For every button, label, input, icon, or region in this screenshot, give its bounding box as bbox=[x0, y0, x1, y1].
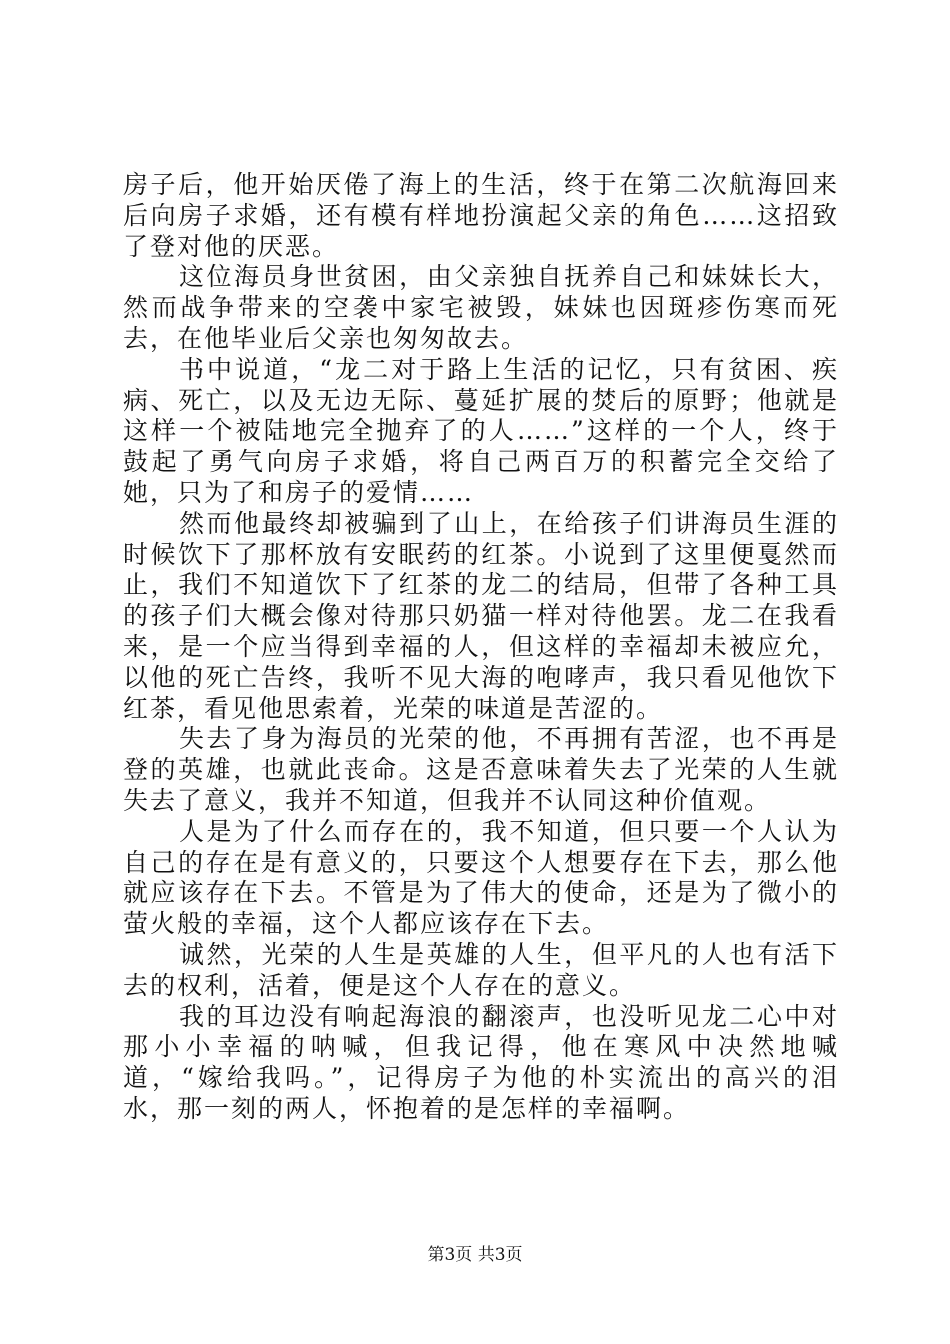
paragraph-4: 然而他最终却被骗到了山上，在给孩子们讲海员生涯的时候饮下了那杯放有安眠药的红茶。小说到了这里便戛然而止，我们不知道饮下了红茶的龙二的结局，但带了各种工具的孩子们大概会像对待那只奶猫一样对待他罢。龙二在我看来，是一个应当得到幸福的人，但这样的幸福却未被应允，以他的死亡告终，我听不见大海的咆哮声，我只看见他饮下红茶，看见他思索着，光荣的味道是苦涩的。 bbox=[123, 508, 839, 723]
paragraph-8: 我的耳边没有响起海浪的翻滚声，也没听见龙二心中对那小小幸福的呐喊，但我记得，他在寒风中决然地喊道，“嫁给我吗。”，记得房子为他的朴实流出的高兴的泪水，那一刻的两人，怀抱着的是怎样的幸福啊。 bbox=[123, 1001, 839, 1123]
document-body bbox=[123, 170, 839, 1125]
paragraph-7: 诚然，光荣的人生是英雄的人生，但平凡的人也有活下去的权利，活着，便是这个人存在的意义。 bbox=[123, 939, 839, 1000]
paragraph-6: 人是为了什么而存在的，我不知道，但只要一个人认为自己的存在是有意义的，只要这个人想要存在下去，那么他就应该存在下去。不管是为了伟大的使命，还是为了微小的萤火般的幸福，这个人都应该存在下去。 bbox=[123, 816, 839, 939]
page-footer: 第3页 共3页 bbox=[427, 1245, 523, 1265]
paragraph-2: 这位海员身世贫困，由父亲独自抚养自己和妹妹长大，然而战争带来的空袭中家宅被毁，妹妹也因斑疹伤寒而死去，在他毕业后父亲也匆匆故去。 bbox=[123, 262, 839, 353]
paragraph-3: 书中说道，“龙二对于路上生活的记忆，只有贫困、疾病、死亡，以及无边无际、蔓延扩展的焚后的原野；他就是这样一个被陆地完全抛弃了的人……”这样的一个人，终于鼓起了勇气向房子求婚，将自己两百万的积蓄完全交给了她，只为了和房子的爱情…… bbox=[123, 354, 839, 507]
paragraph-5: 失去了身为海员的光荣的他，不再拥有苦涩，也不再是登的英雄，也就此丧命。这是否意味着失去了光荣的人生就失去了意义，我并不知道，但我并不认同这种价值观。 bbox=[123, 724, 839, 815]
paragraph-1: 房子后，他开始厌倦了海上的生活，终于在第二次航海回来后向房子求婚，还有模有样地扮演起父亲的角色……这招致了登对他的厌恶。 bbox=[123, 170, 839, 261]
